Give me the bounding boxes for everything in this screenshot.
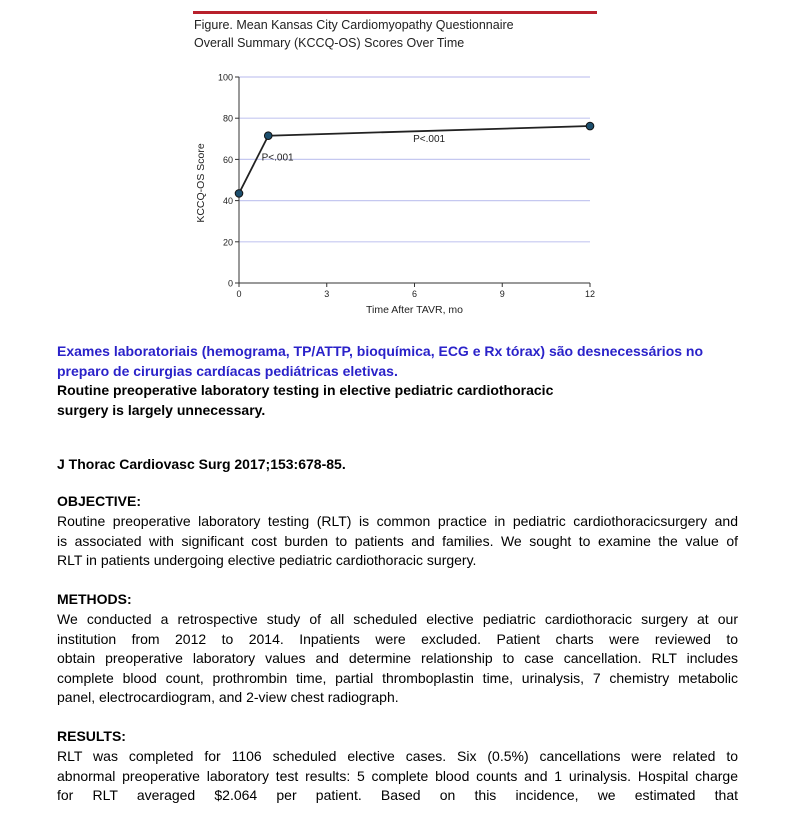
- methods-line: panel, electrocardiogram, and 2-view chest radiograph.: [57, 689, 399, 705]
- figure-title-line-2: Overall Summary (KCCQ-OS) Scores Over Time: [194, 36, 465, 50]
- y-tick-label: 40: [222, 196, 233, 207]
- objective-heading: OBJECTIVE:: [57, 493, 142, 509]
- data-point: [586, 122, 594, 130]
- results-body: [57, 747, 738, 806]
- x-tick-label: 12: [584, 289, 596, 299]
- p-value-annotation: P<.001: [261, 152, 294, 164]
- objective-line: Routine preoperative laboratory testing (RLT) is common practice in pediatric cardiothoracicsurgery and: [57, 513, 738, 529]
- x-tick-label: 3: [324, 289, 330, 299]
- y-tick-label: 100: [217, 72, 233, 83]
- x-tick-label: 9: [499, 289, 505, 299]
- methods-heading: METHODS:: [57, 591, 132, 607]
- results-line: RLT was completed for 1106 scheduled elective cases. Six (0.5%) cancellations were related to: [57, 748, 738, 764]
- methods-body: [57, 610, 738, 708]
- results-heading: RESULTS:: [57, 728, 126, 744]
- portuguese-headline: [57, 342, 737, 381]
- kccq-figure: [193, 0, 597, 326]
- results-line: abnormal preoperative laboratory test results: 5 complete blood counts and 1 urinalysis. Hospital charge: [57, 767, 738, 784]
- x-tick-label: 6: [411, 289, 418, 299]
- methods-line: complete blood count, prothrombin time, partial thromboplastin time, urinalysis, 7 chemistry metabolic: [57, 669, 738, 686]
- y-tick-label: 0: [227, 278, 233, 289]
- objective-line: RLT in patients undergoing elective pediatric cardiothoracic surgery.: [57, 552, 477, 568]
- english-headline-line-2: surgery is largely unnecessary.: [57, 401, 266, 418]
- p-value-annotation: P<.001: [413, 133, 446, 145]
- methods-line: institution from 2012 to 2014. Inpatients were excluded. Patient charts were reviewed to: [57, 630, 738, 647]
- y-axis-label: KCCQ-OS Score: [195, 143, 207, 223]
- data-point: [235, 190, 243, 198]
- x-tick-label: 0: [236, 289, 242, 299]
- journal-citation: J Thorac Cardiovasc Surg 2017;153:678-85.: [57, 456, 346, 472]
- data-point: [264, 132, 272, 140]
- y-tick-label: 80: [222, 113, 233, 124]
- results-line: for RLT averaged $2.064 per patient. Based on this incidence, we estimated that: [57, 787, 738, 803]
- english-headline: [57, 381, 737, 420]
- objective-line: is associated with significant cost burden to patients and families. We sought to examine the value of: [57, 532, 738, 549]
- kccq-line-chart: [193, 0, 597, 326]
- y-tick-label: 60: [222, 154, 233, 165]
- english-headline-line-1: Routine preoperative laboratory testing in elective pediatric cardiothoracic: [57, 382, 554, 398]
- portuguese-headline-line-1: Exames laboratoriais (hemograma, TP/ATTP, bioquímica, ECG e Rx tórax) são desnecessários no: [57, 343, 704, 359]
- methods-line: obtain preoperative laboratory values and determine relationship to case cancellation. RLT includes: [57, 650, 738, 666]
- methods-line: We conducted a retrospective study of all scheduled elective pediatric cardiothoracic surgery at our: [57, 611, 738, 627]
- objective-body: [57, 512, 738, 571]
- portuguese-headline-line-2: preparo de cirurgias cardíacas pediátricas eletivas.: [57, 362, 398, 379]
- figure-title-line-1: Figure. Mean Kansas City Cardiomyopathy Questionnaire: [194, 18, 514, 32]
- y-tick-label: 20: [222, 237, 233, 248]
- x-axis-label: Time After TAVR, mo: [365, 304, 464, 316]
